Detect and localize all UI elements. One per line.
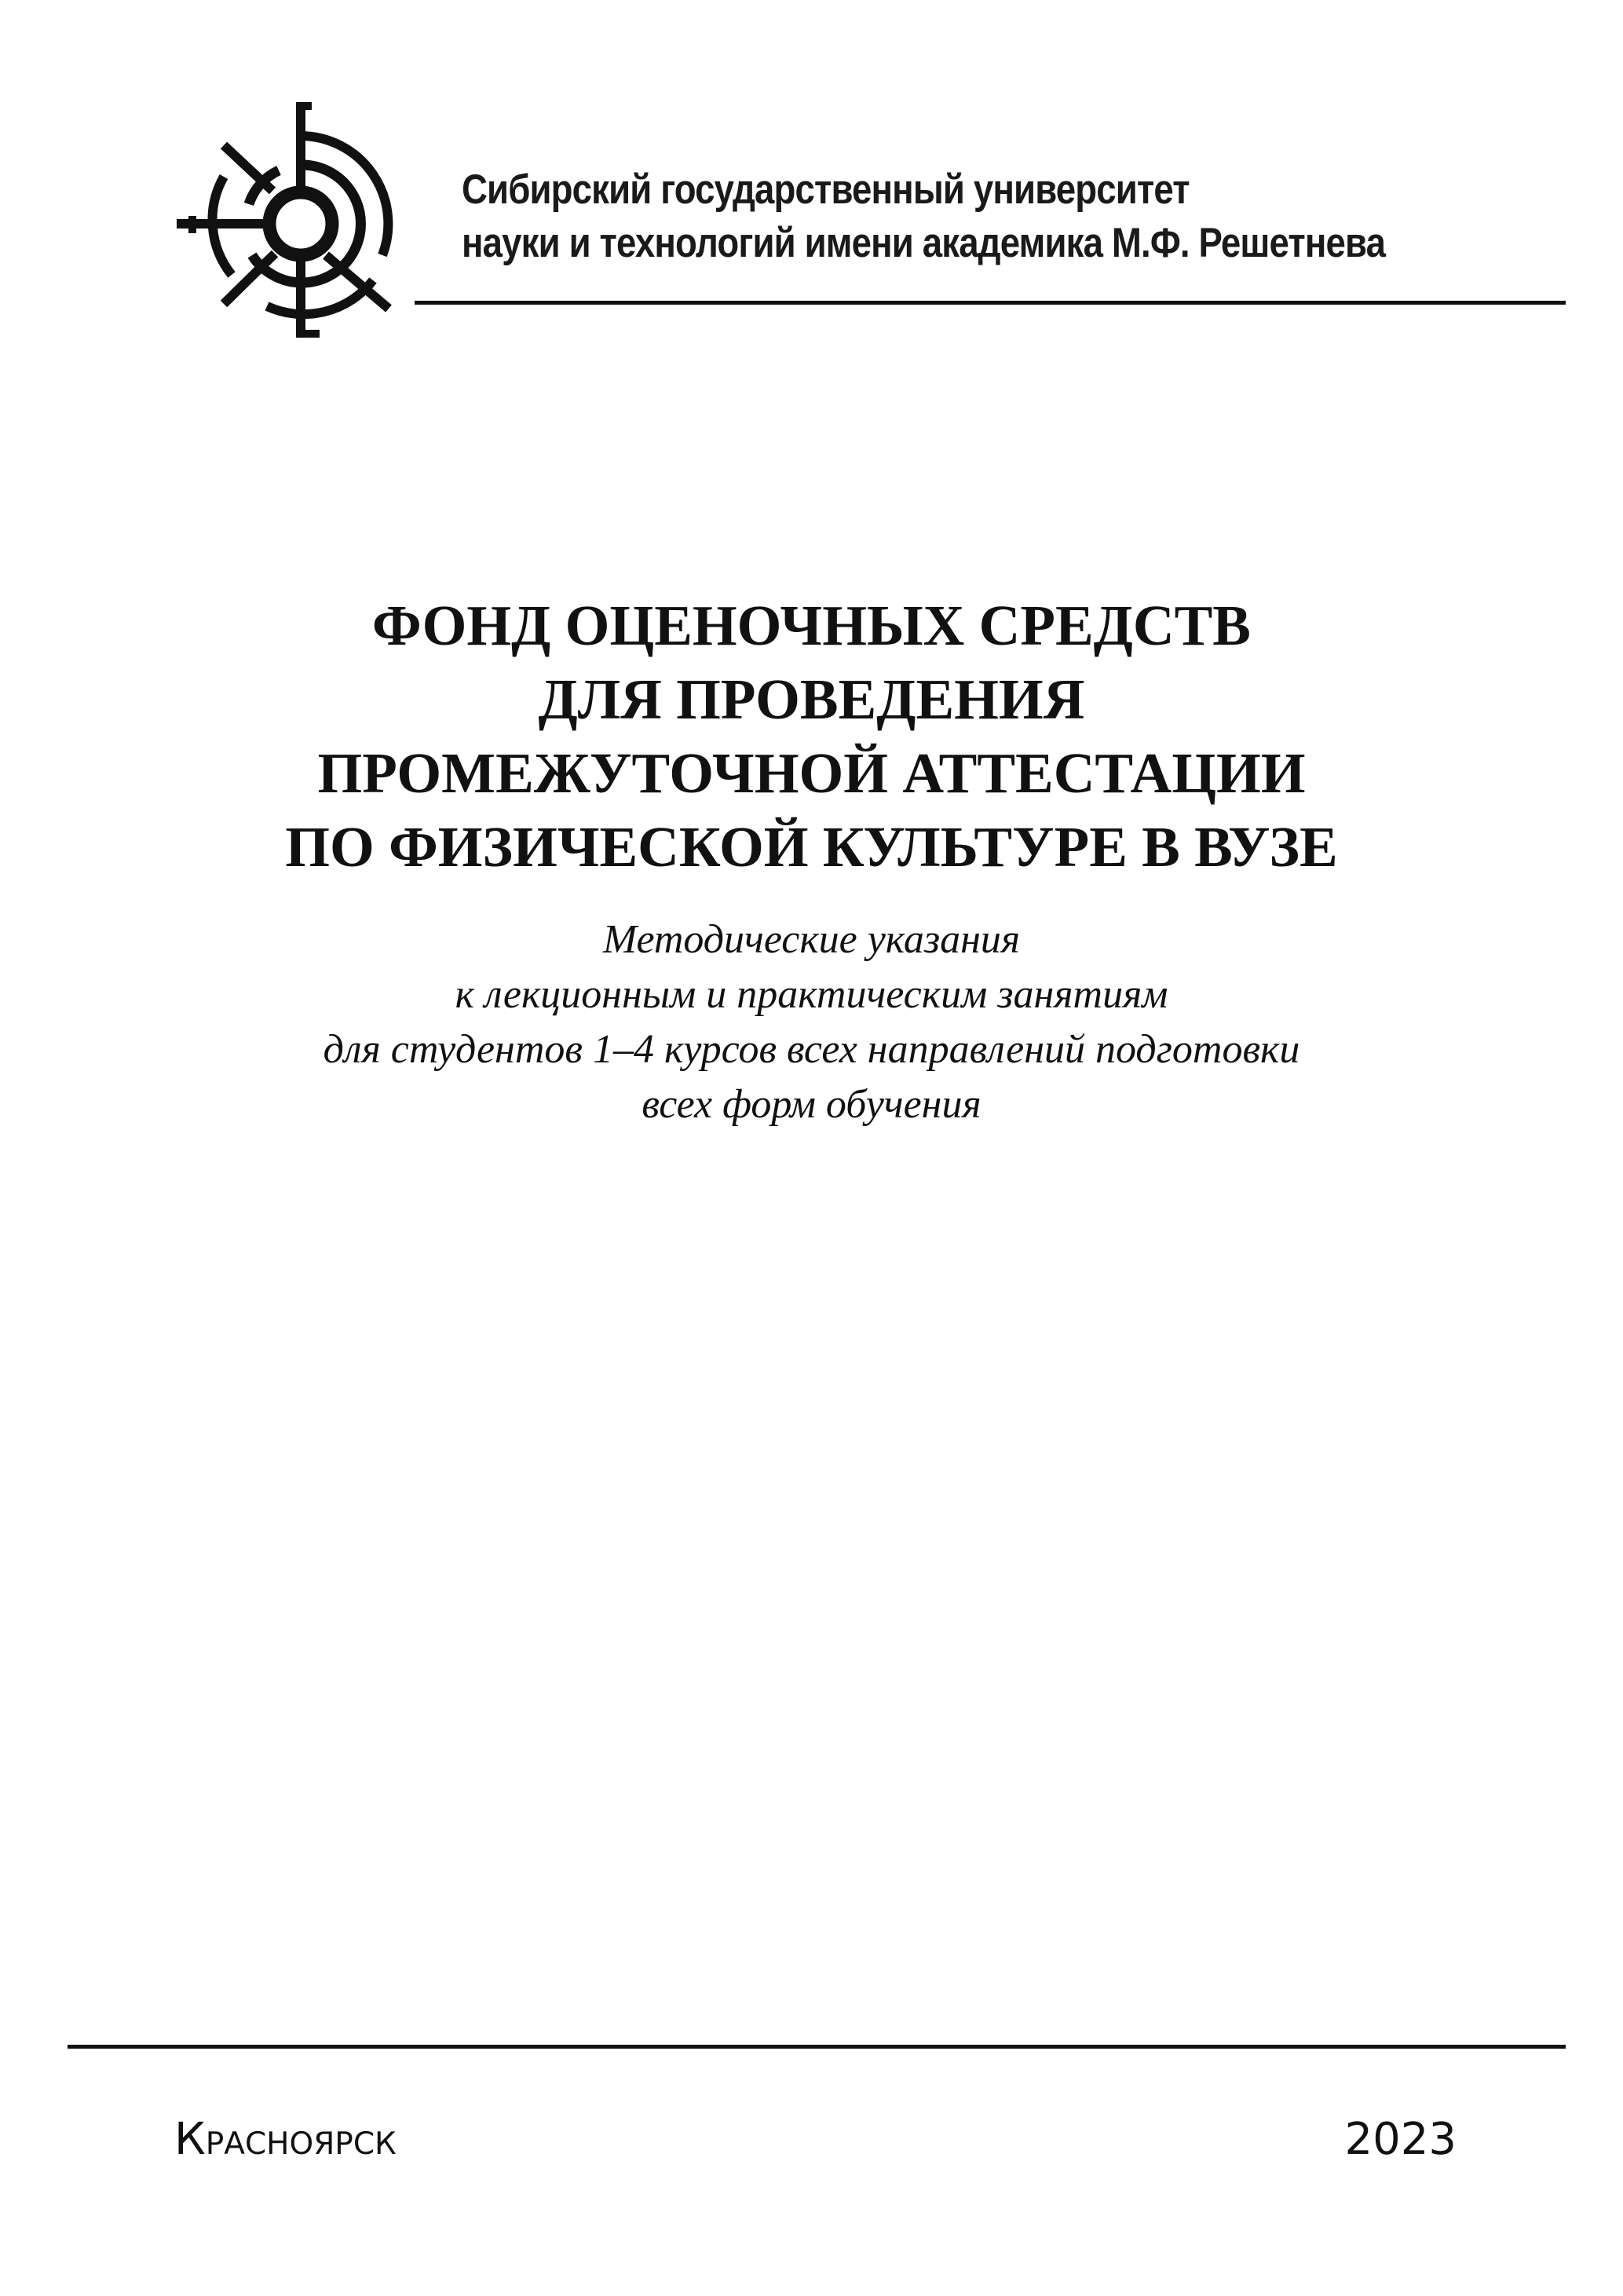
publication-year: 2023 bbox=[1344, 2114, 1457, 2165]
footer-divider bbox=[68, 2045, 1566, 2049]
subtitle-line-1: Методические указания bbox=[602, 917, 1021, 962]
university-emblem-icon bbox=[177, 98, 404, 342]
university-name bbox=[462, 163, 1385, 270]
university-name-line-1: Сибирский государственный университет bbox=[462, 166, 1190, 213]
title-line-4: ПО ФИЗИЧЕСКОЙ КУЛЬТУРЕ В ВУЗЕ bbox=[285, 815, 1338, 879]
university-name-line-2: науки и технологий имени академика М.Ф. Решетнева bbox=[462, 220, 1386, 266]
subtitle-line-3: для студентов 1–4 курсов всех направлений подготовки bbox=[323, 1027, 1300, 1072]
publication-city: Красноярск bbox=[174, 2114, 397, 2165]
header-divider bbox=[415, 301, 1566, 305]
subtitle-line-2: к лекционным и практическим занятиям bbox=[455, 972, 1168, 1017]
document-title bbox=[157, 589, 1466, 884]
document-subtitle bbox=[157, 912, 1466, 1132]
title-line-3: ПРОМЕЖУТОЧНОЙ АТТЕСТАЦИИ bbox=[317, 741, 1306, 805]
title-line-2: ДЛЯ ПРОВЕДЕНИЯ bbox=[538, 667, 1085, 731]
title-line-1: ФОНД ОЦЕНОЧНЫХ СРЕДСТВ bbox=[372, 594, 1251, 657]
subtitle-line-4: всех форм обучения bbox=[642, 1082, 981, 1127]
